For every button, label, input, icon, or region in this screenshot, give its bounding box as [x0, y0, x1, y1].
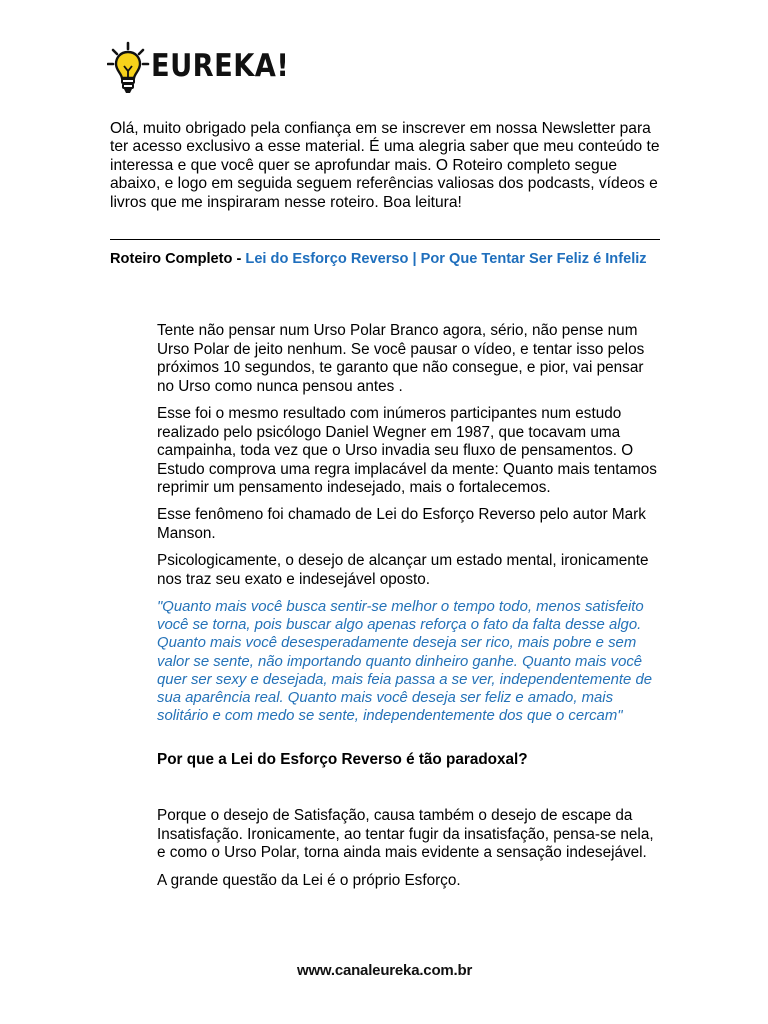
intro-paragraph: Olá, muito obrigado pela confiança em se inscrever em nossa Newsletter para ter acesso exclusivo a esse material. É uma alegria saber que meu conteúdo te interessa e que você quer se aprofundar mais. O Roteiro completo segue abaixo, e logo em seguida seguem referências valiosas dos podcasts, vídeos e livros que me inspiraram nesse roteiro. Boa leitura!: [110, 120, 660, 211]
brand-logo: [107, 40, 307, 96]
body-paragraph: Esse fenômeno foi chamado de Lei do Esforço Reverso pelo autor Mark Manson.: [157, 506, 646, 542]
question-heading: Por que a Lei do Esforço Reverso é tão paradoxal?: [157, 751, 528, 768]
body-paragraph: Esse foi o mesmo resultado com inúmeros participantes num estudo realizado pelo psicólogo Daniel Wegner em 1987, que tocavam uma campainha, toda vez que o Urso invadia seu fluxo de pensamentos. O Estudo comprova uma regra implacável da mente: Quanto mais tentamos reprimir um pensamento indesejado, mais o fortalecemos.: [157, 405, 657, 497]
body-paragraph: Psicologicamente, o desejo de alcançar um estado mental, ironicamente nos traz seu exato e indesejável oposto.: [157, 552, 649, 588]
quote-block: "Quanto mais você busca sentir-se melhor o tempo todo, menos satisfeito você se torna, pois buscar algo apenas reforça o fato da falta desse algo. Quanto mais você desesperadamente deseja ser rico, mais pobre e sem valor se sente, não importando quanto dinheiro ganhe. Quanto mais você quer ser sexy e desejada, mais feia passa a se ver, independentemente de sua aparência real. Quanto mais você deseja ser feliz e amado, mais solitário e com medo se sente, independentemente dos que o cercam": [157, 599, 653, 725]
section-label: Roteiro Completo -: [110, 251, 246, 267]
footer-website: www.canaleureka.com.br: [297, 962, 473, 979]
brand-name: EUREKA!: [151, 48, 290, 84]
divider: [110, 239, 660, 240]
body-paragraph: Tente não pensar num Urso Polar Branco agora, sério, não pense num Urso Polar de jeito nenhum. Se você pausar o vídeo, e tentar isso pelos próximos 10 segundos, te garanto que não consegue, e pior, vai pensar no Urso como nunca pensou antes .: [157, 322, 645, 395]
section-heading: [110, 250, 670, 268]
body-paragraph: A grande questão da Lei é o próprio Esforço.: [157, 872, 461, 889]
section-title-link[interactable]: Lei do Esforço Reverso | Por Que Tentar Ser Feliz é Infeliz: [245, 251, 647, 267]
lightbulb-icon: [107, 40, 151, 96]
body-paragraph: Porque o desejo de Satisfação, causa também o desejo de escape da Insatisfação. Ironicamente, ao tentar fugir da insatisfação, pensa-se nela, e como o Urso Polar, torna ainda mais evidente a sensação indesejável.: [157, 807, 654, 862]
